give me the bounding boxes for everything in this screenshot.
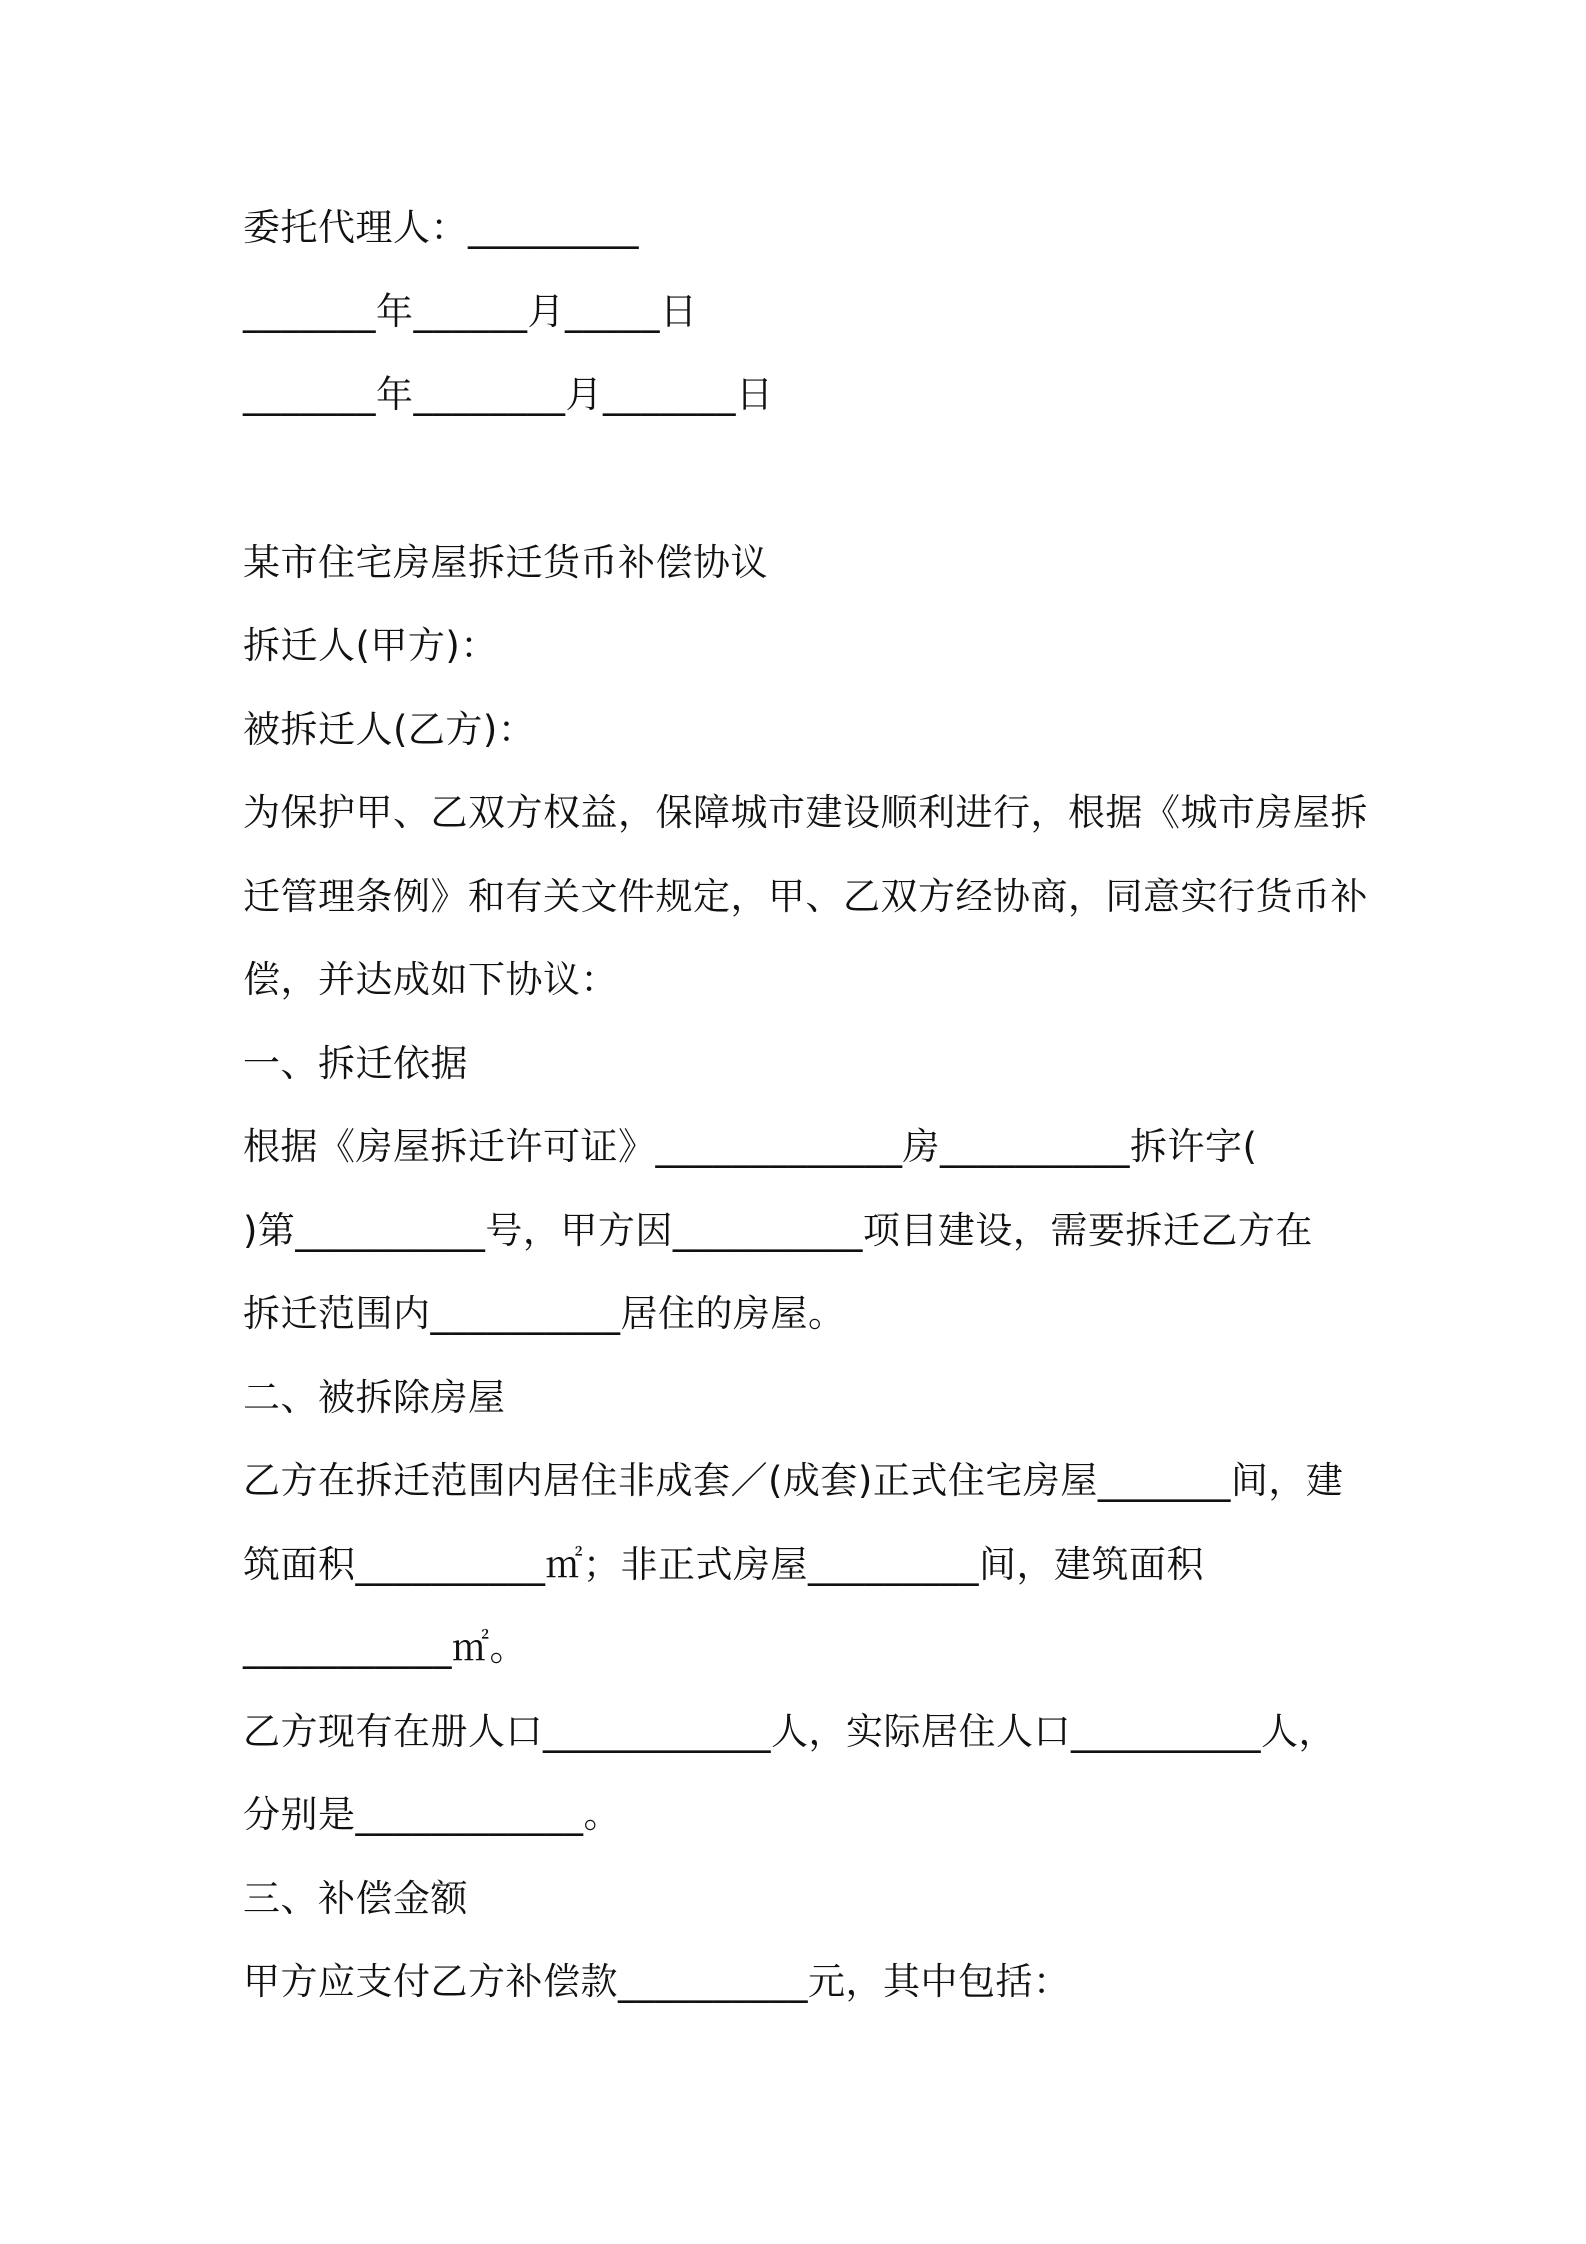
preamble-line-2: 迁管理条例》和有关文件规定，甲、乙双方经协商，同意实行货币补 [243,875,1368,918]
preamble-line-3: 偿，并达成如下协议： [243,958,618,1001]
section-1-line-1: 根据《房屋拆迁许可证》_____________房__________拆许字( [243,1125,1258,1168]
date-line-2: _______年________月_______日 [243,373,774,416]
section-2-line-1: 乙方在拆迁范围内居住非成套／(成套)正式住宅房屋_______间，建 [243,1459,1344,1502]
section-2-line-5: 分别是____________。 [243,1793,621,1836]
party-b-line: 被拆迁人(乙方)： [243,708,536,751]
section-1-heading: 一、拆迁依据 [243,1042,468,1085]
section-2-line-3: ___________㎡。 [243,1626,527,1669]
section-2-heading: 二、被拆除房屋 [243,1376,506,1419]
section-1-line-2: )第__________号，甲方因__________项目建设，需要拆迁乙方在 [243,1209,1313,1252]
section-3-line-1: 甲方应支付乙方补偿款__________元，其中包括： [243,1960,1071,2003]
section-2-line-4: 乙方现有在册人口____________人，实际居住人口__________人， [243,1710,1336,1753]
section-1-line-3: 拆迁范围内__________居住的房屋。 [243,1292,846,1335]
date-line-1: _______年______月_____日 [243,290,698,333]
preamble-line-1: 为保护甲、乙双方权益，保障城市建设顺利进行，根据《城市房屋拆 [243,791,1368,834]
agent-line: 委托代理人：_________ [243,206,639,249]
party-a-line: 拆迁人(甲方)： [243,624,498,667]
section-3-heading: 三、补偿金额 [243,1877,468,1920]
agreement-title: 某市住宅房屋拆迁货币补偿协议 [243,541,768,584]
section-2-line-2: 筑面积__________㎡；非正式房屋_________间，建筑面积 [243,1543,1204,1586]
